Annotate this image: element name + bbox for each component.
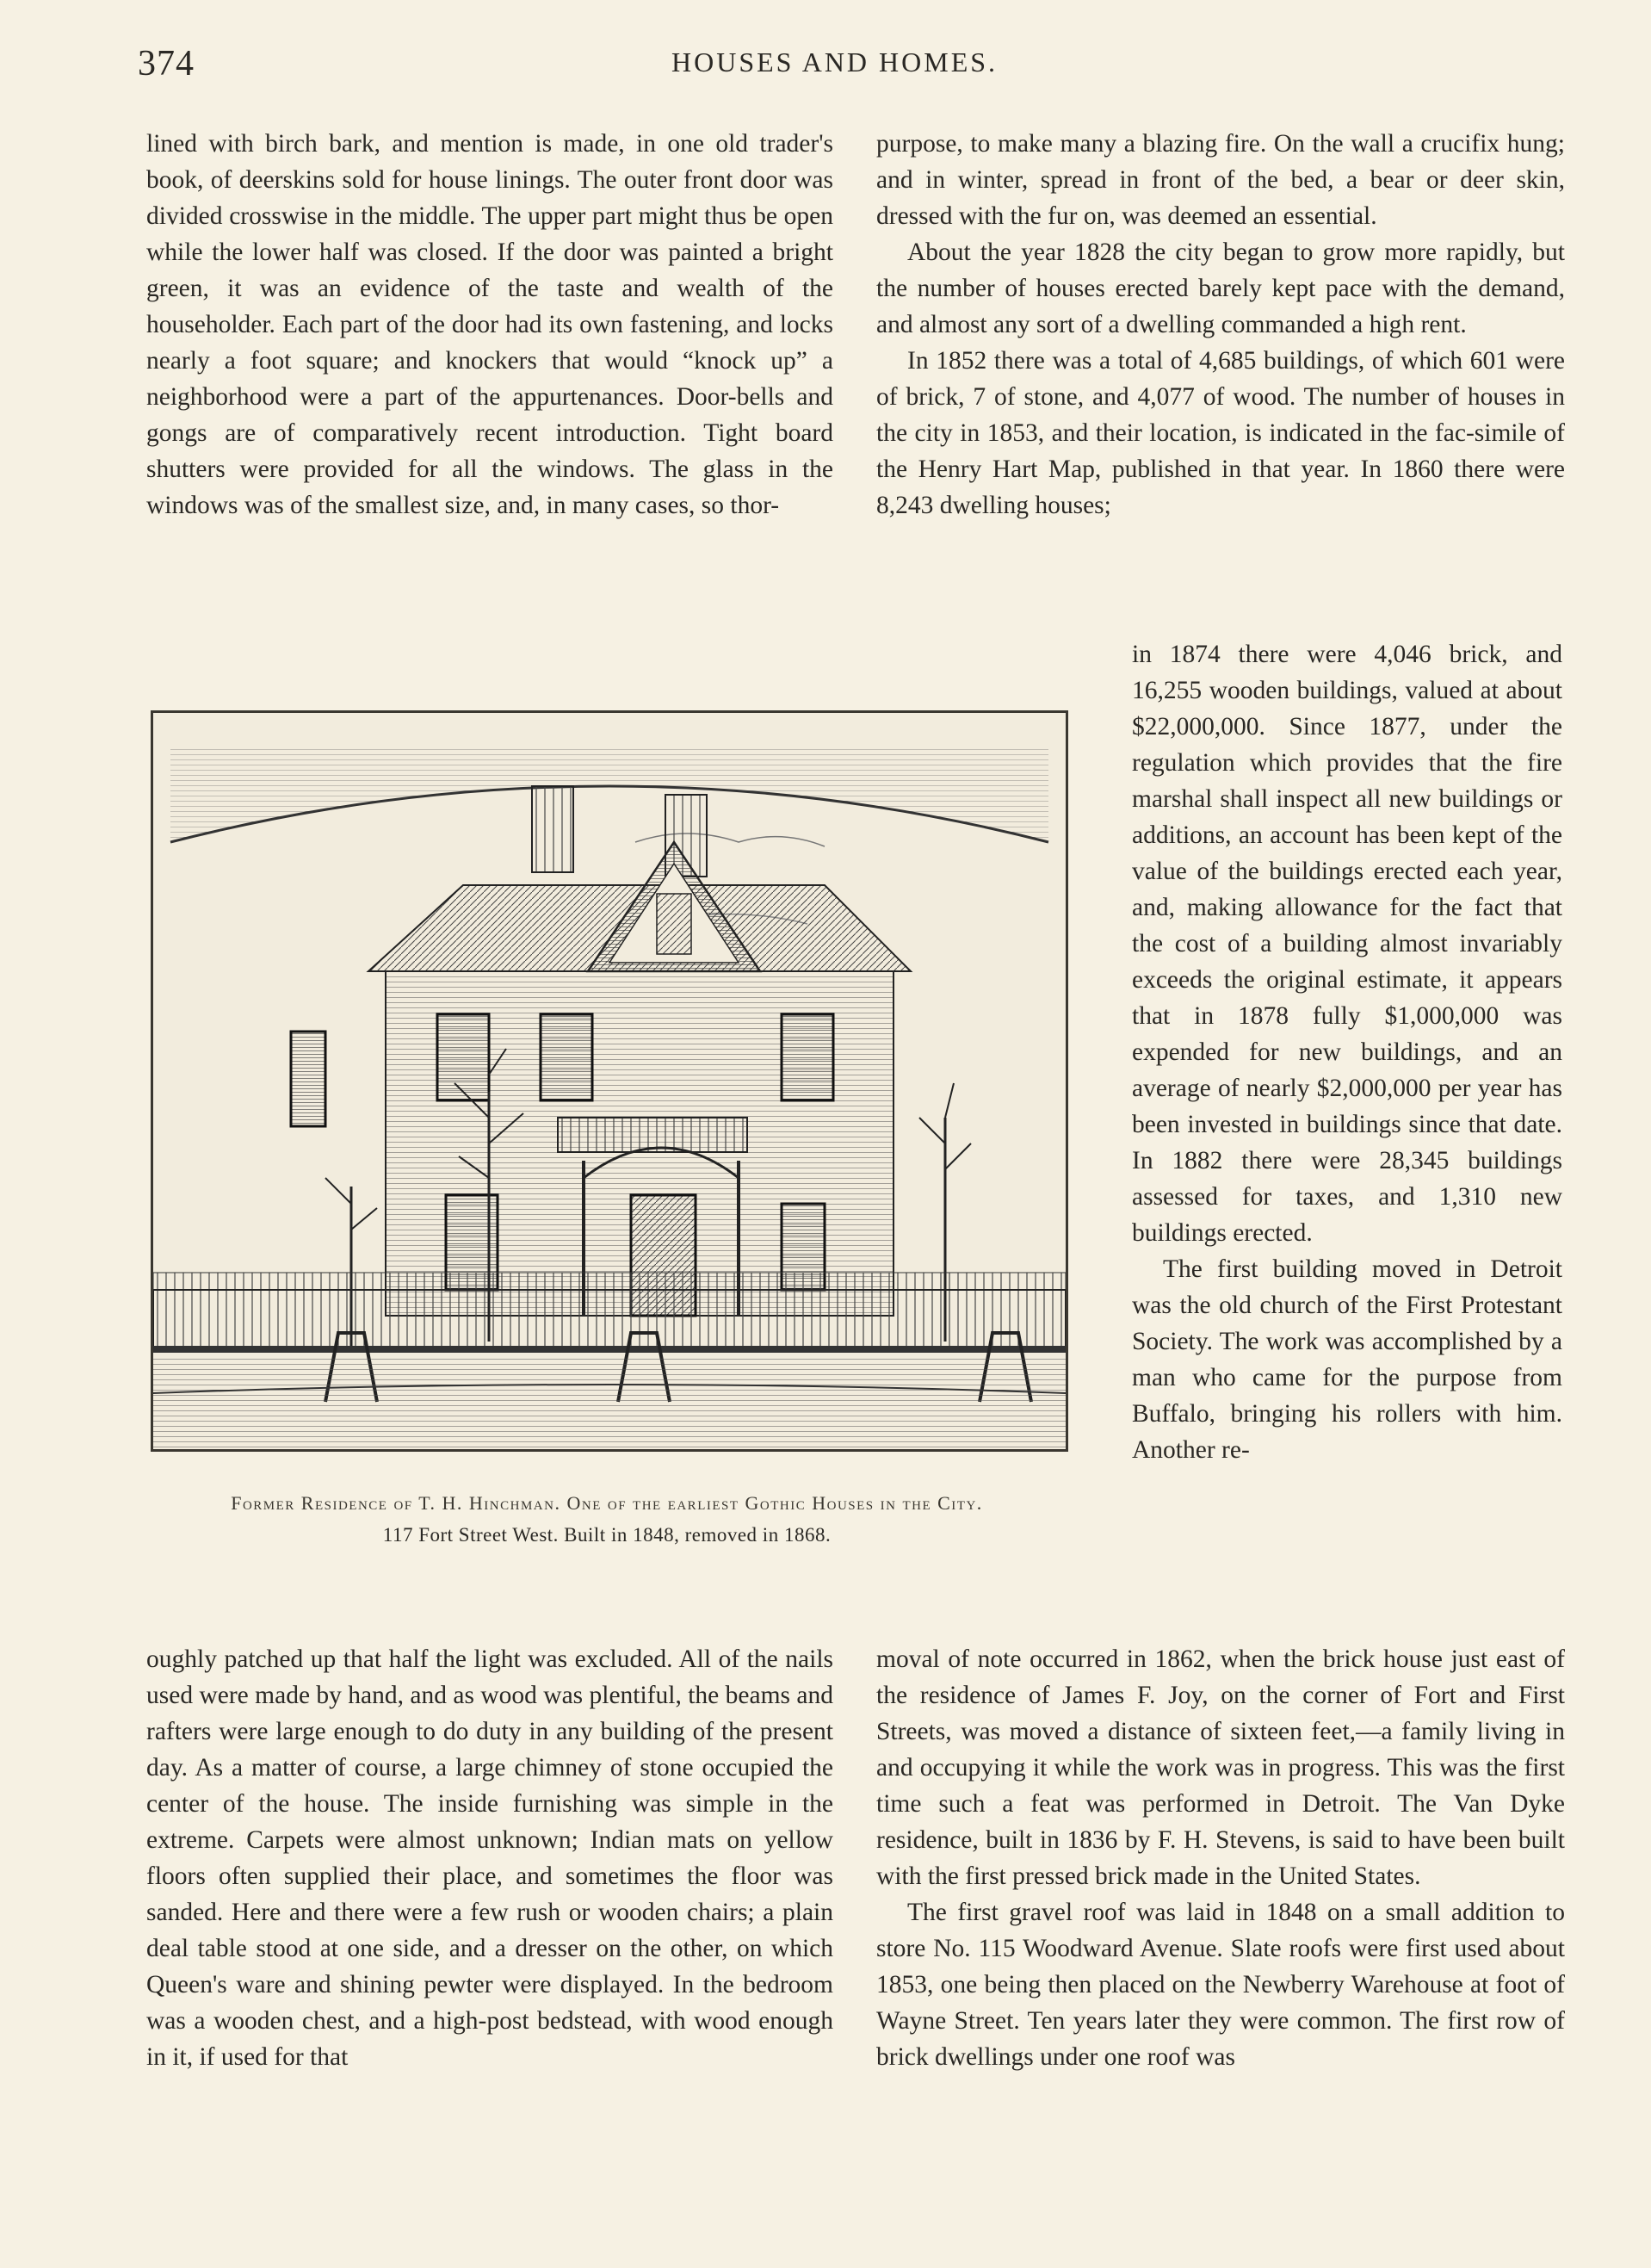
running-head: HOUSES AND HOMES. [671,46,999,77]
caption-title: Former Residence of T. H. Hinchman. One of the earliest Gothic Houses in the City. [231,1492,983,1514]
paragraph: in 1874 there were 4,046 brick, and 16,255 wooden buildings, valued at about $22,000,000. Since 1877, under the regulation which provides that the fire marshal shall inspect all new buildings or additions, an account has been kept of the value of the buildings erected each year, and, making allowance for the fact that the cost of a building almost invariably exceeds the original estimate, it appears that in 1878 fully $1,000,000 was expended for new buildings, and an average of nearly $2,000,000 per year has been invested in buildings since that date. In 1882 there were 28,345 buildings assessed for taxes, and 1,310 new buildings erected. [1132,641,1562,1247]
paragraph: The first gravel roof was laid in 1848 on a small addition to store No. 115 Woodward Avenue. Slate roofs were first used about 1853, one being then placed on the Newberry Warehouse at foot of Wayne Street. Ten years later they were common. The first row of brick dwellings under one roof was [876,1899,1565,2071]
right-column-top-text [876,126,1565,524]
right-column-wrap-text [1132,636,1562,1468]
paragraph: lined with birch bark, and mention is made, in one old trader's book, of deerskins sold for house linings. The outer front door was divided crosswise in the middle. The upper part might thus be open while the lower half was closed. If the door was painted a bright green, it was an evidence of the taste and wealth of the householder. Each part of the door had its own fastening, and locks nearly a foot square; and knockers that would “knock up” a neighborhood were a part of the appurtenances. Door-bells and gongs are of comparatively recent introduction. Tight board shutters were provided for all the windows. The glass in the windows was of the smallest size, and, in many cases, so thor- [146,130,833,519]
house-illustration [151,710,1068,1452]
paragraph: The first building moved in Detroit was the old church of the First Protestant Society. The work was accomplished by a man who came for the purpose from Buffalo, bringing his rollers with him. Another re- [1132,1255,1562,1464]
paragraph: oughly patched up that half the light was excluded. All of the nails used were made by hand, and as wood was plentiful, the beams and rafters were large enough to do duty in any building of the present day. As a matter of course, a large chimney of stone occupied the center of the house. The inside furnishing was simple in the extreme. Carpets were almost unknown; Indian mats on yellow floors often supplied their place, and sometimes the floor was sanded. Here and there were a few rush or wooden chairs; a plain deal table stood at one side, and a dresser on the other, on which Queen's ware and shining pewter were displayed. In the bedroom was a wooden chest, and a high-post bedstead, with wood enough in it, if used for that [146,1645,833,2071]
figure-caption [151,1491,1063,1546]
paragraph: About the year 1828 the city began to grow more rapidly, but the number of houses erected barely kept pace with the demand, and almost any sort of a dwelling commanded a high rent. [876,239,1565,338]
paragraph: purpose, to make many a blazing fire. On the wall a crucifix hung; and in winter, spread in front of the bed, a bear or deer skin, dressed with the fur on, was deemed an essential. [876,130,1565,230]
page-number: 374 [138,44,195,84]
left-column-top-text [146,126,833,524]
caption-subtitle: 117 Fort Street West. Built in 1848, removed in 1868. [382,1524,832,1546]
paragraph: In 1852 there was a total of 4,685 buildings, of which 601 were of brick, 7 of stone, and 4,077 of wood. The number of houses in the city in 1853, and their location, is indicated in the fac-simile of the Henry Hart Map, published in that year. In 1860 there were 8,243 dwelling houses; [876,347,1565,519]
page-header [138,43,1558,86]
paragraph: moval of note occurred in 1862, when the brick house just east of the residence of James F. Joy, on the corner of Fort and First Streets, was moved a distance of sixteen feet,—a family living in and occupying it while the work was in progress. This was the first time such a feat was performed in Detroit. The Van Dyke residence, built in 1836 by F. H. Stevens, is said to have been built with the first pressed brick made in the United States. [876,1645,1565,1890]
right-column-bottom-text [876,1641,1565,2075]
left-column-bottom-text [146,1641,833,2075]
